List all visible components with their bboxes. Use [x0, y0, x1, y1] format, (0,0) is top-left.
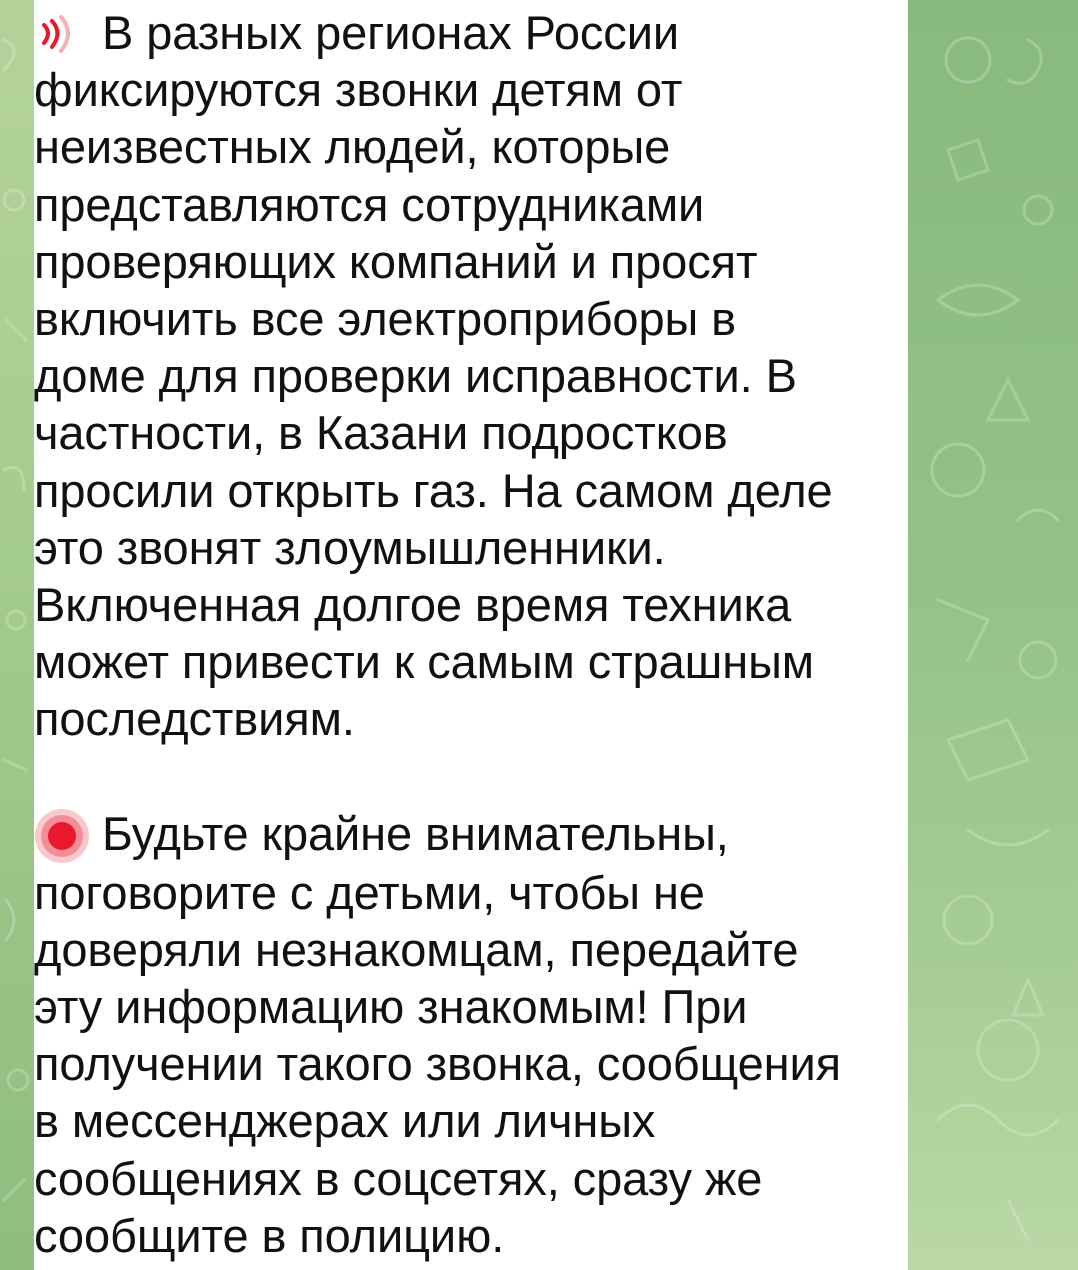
message-paragraph-1 — [34, 4, 854, 748]
message-text[interactable] — [34, 4, 854, 1264]
paragraph-spacer — [34, 748, 854, 805]
message-paragraph-2 — [34, 805, 854, 1264]
wallpaper-doodles-icon — [908, 0, 1078, 1270]
red-circle-icon — [34, 808, 90, 864]
sound-waves-icon — [34, 8, 80, 48]
wallpaper-left-doodles-icon — [0, 0, 34, 1270]
paragraph-1-text: В разных регионах России фиксируются звонки детям от неизвестных людей, которые представляются сотрудниками проверяющих компаний и просят включить все электроприборы в доме для проверки исправности. В частности, в Казани подростков просили открыть газ. На самом деле это звонят злоумышленники. Включенная долгое время техника может привести к самым страшным последствиям. — [34, 6, 833, 746]
paragraph-2-text: Будьте крайне внимательны, поговорите с детьми, чтобы не доверяли незнакомцам, передайте эту информацию знакомым! При получении такого звонка, сообщения в мессенджерах или личных сообщениях в соцсетях, сразу же сообщите в полицию. — [34, 806, 842, 1262]
